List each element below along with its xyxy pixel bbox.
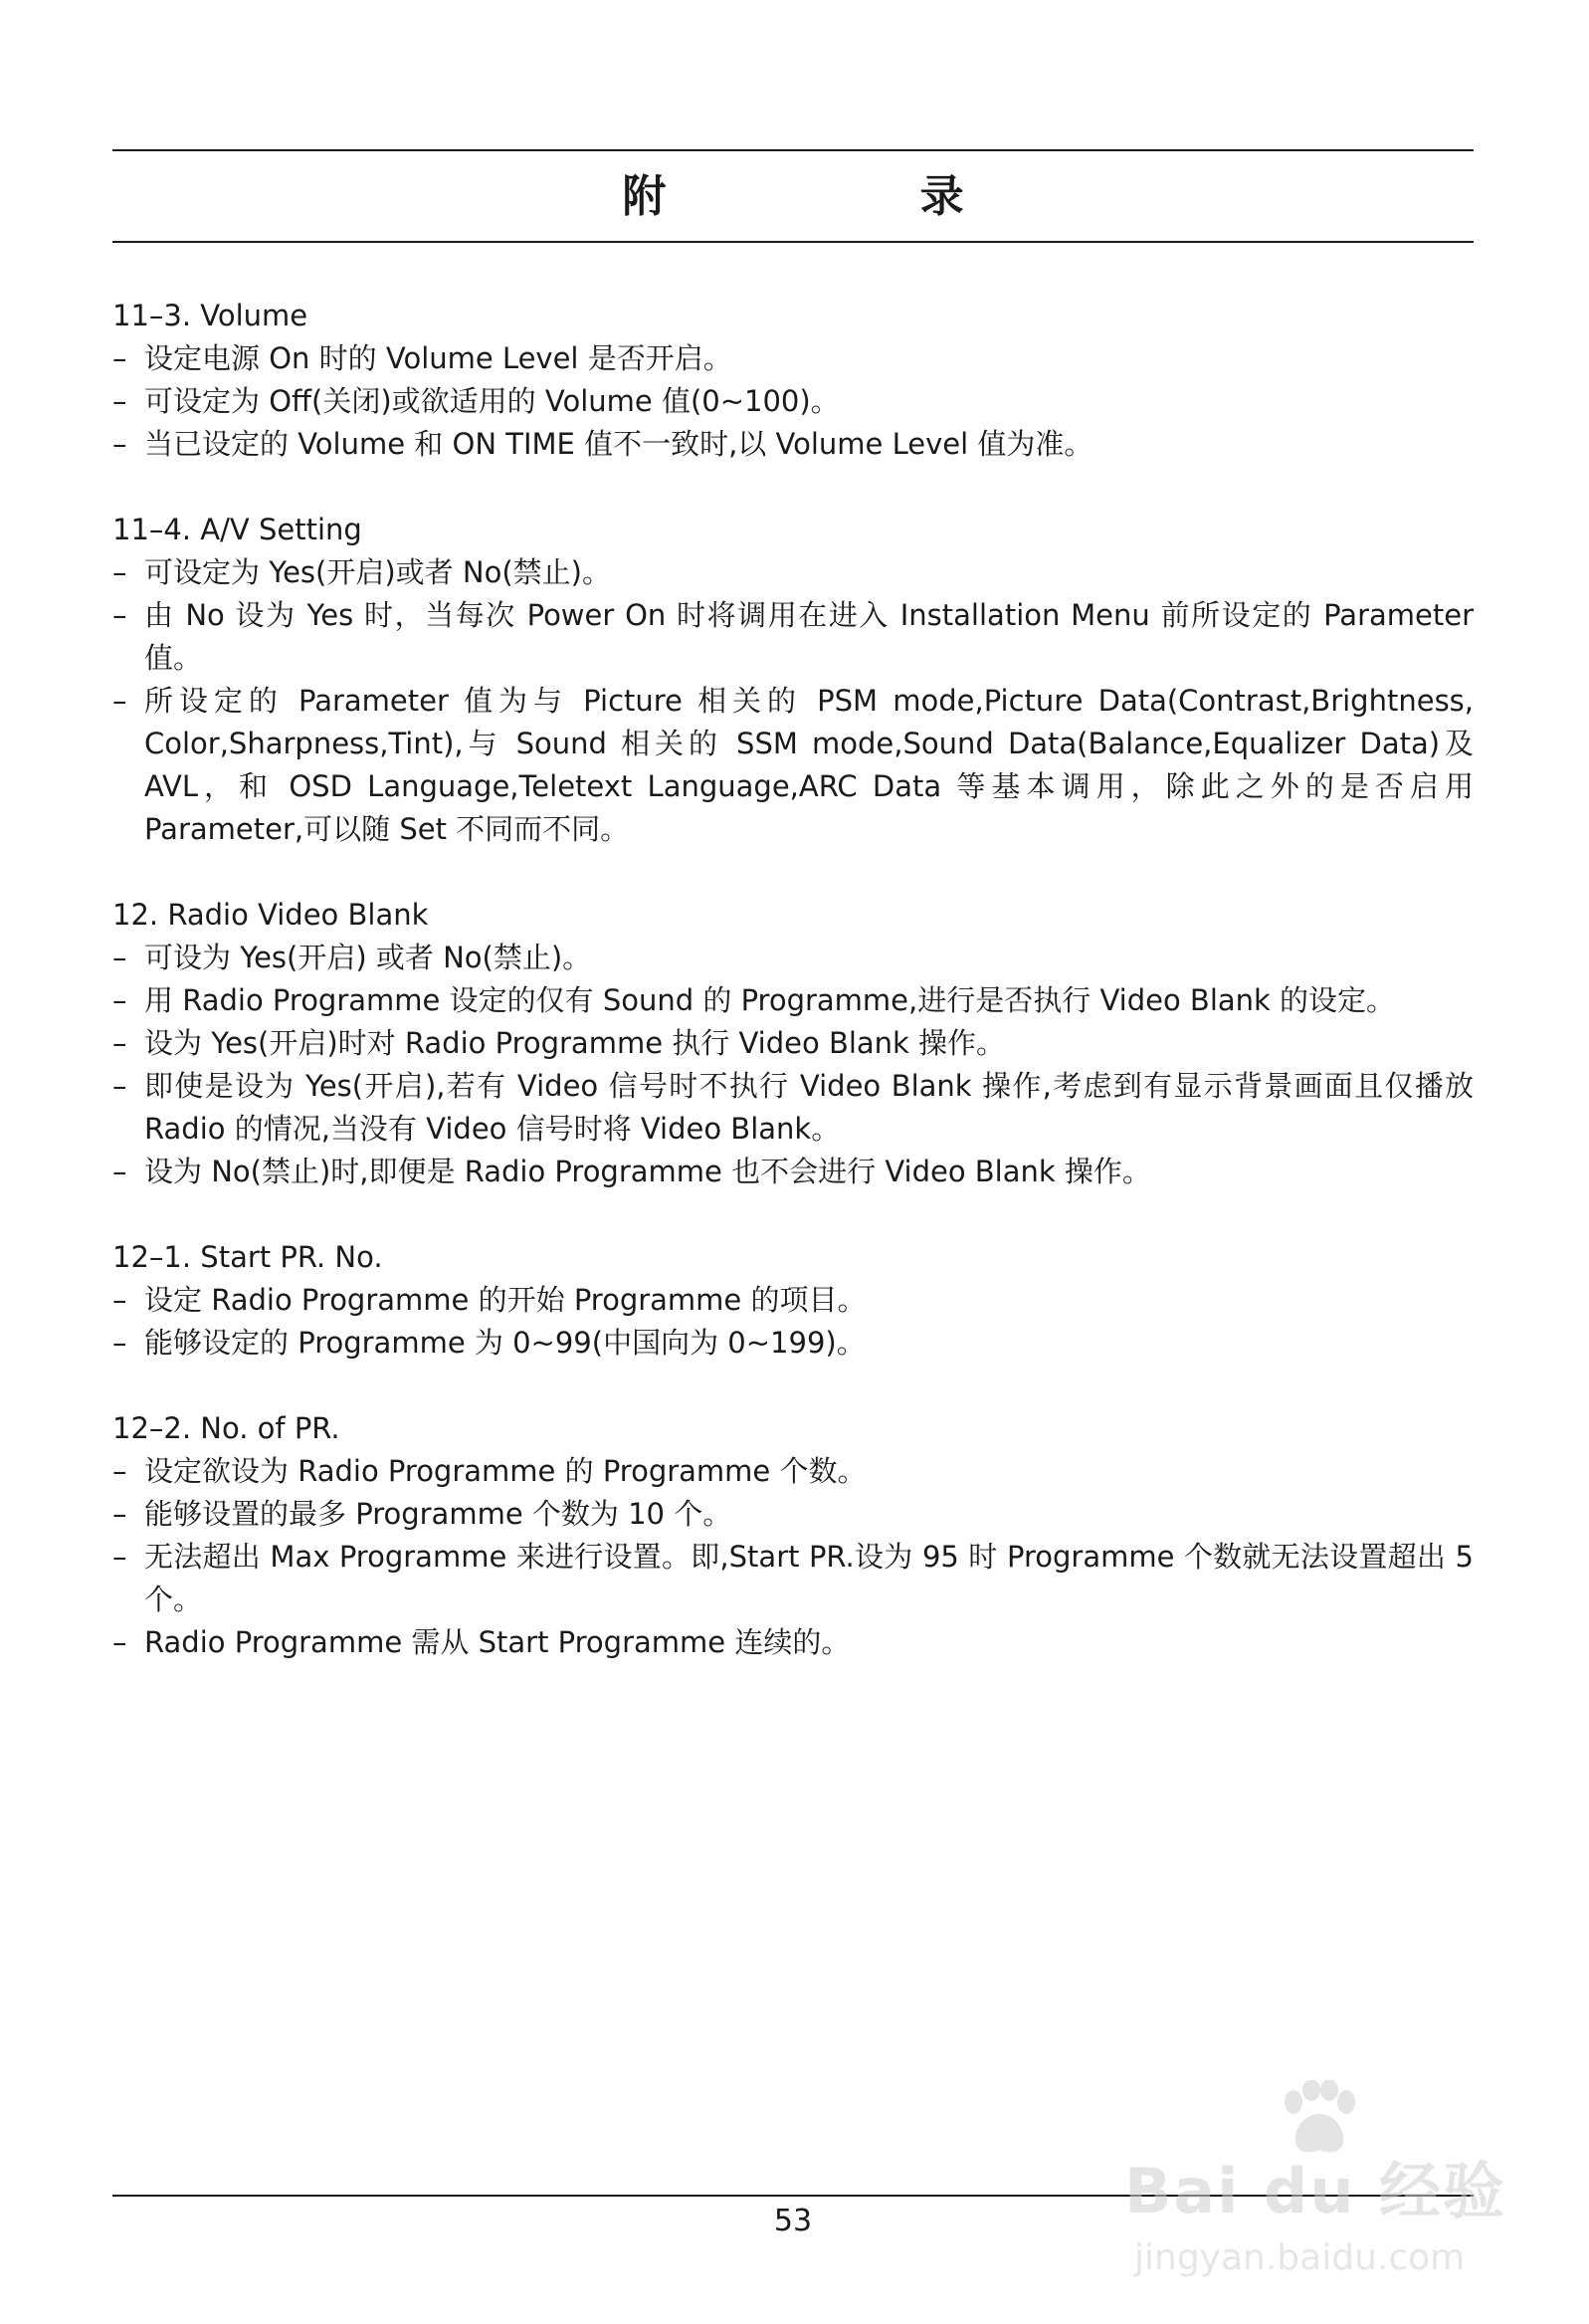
list-item-text: 设定欲设为 Radio Programme 的 Programme 个数。 xyxy=(144,1454,867,1488)
dash-bullet: – xyxy=(112,1283,127,1317)
list-item xyxy=(112,380,1474,423)
list-item-text: 设为 No(禁止)时,即便是 Radio Programme 也不会进行 Video Blank 操作。 xyxy=(144,1155,1151,1188)
list-item-text: 所设定的 Parameter 值为与 Picture 相关的 PSM mode,Picture Data(Contrast,Brightness, Color,Sharpness,Tint),与 Sound 相关的 SSM mode,Sound Data(Balance,Equalizer Data)及 AVL，和 OSD Language,Teletext Language,ARC Data 等基本调用，除此之外的是否启用 Parameter,可以随 Set 不同而不同。 xyxy=(144,684,1474,846)
baidu-jingyan-watermark xyxy=(1124,2080,1507,2299)
dash-bullet: – xyxy=(112,684,127,718)
dash-bullet: – xyxy=(112,1026,127,1060)
list-item xyxy=(112,680,1474,851)
list-item xyxy=(112,1493,1474,1536)
dash-bullet: – xyxy=(112,1326,127,1360)
dash-bullet: – xyxy=(112,1540,127,1574)
dash-bullet: – xyxy=(112,1069,127,1103)
list-item xyxy=(112,423,1474,466)
list-item xyxy=(112,1065,1474,1151)
section-heading: 12. Radio Video Blank xyxy=(112,898,429,932)
dash-bullet: – xyxy=(112,598,127,632)
section-heading: 11–3. Volume xyxy=(112,299,308,332)
section-av-setting xyxy=(112,509,1474,851)
section-volume xyxy=(112,295,1474,466)
list-item xyxy=(112,1322,1474,1365)
section-start-pr-no xyxy=(112,1236,1474,1365)
list-item-text: 可设为 Yes(开启) 或者 No(禁止)。 xyxy=(144,941,592,974)
dash-bullet: – xyxy=(112,941,127,974)
list-item xyxy=(112,1279,1474,1322)
list-item-text: Radio Programme 需从 Start Programme 连续的。 xyxy=(144,1625,851,1659)
watermark-url: jingyan.baidu.com xyxy=(1134,2237,1466,2278)
list-item xyxy=(112,937,1474,979)
section-no-of-pr xyxy=(112,1407,1474,1664)
list-item-text: 可设定为 Yes(开启)或者 No(禁止)。 xyxy=(144,555,611,589)
list-item-text: 设为 Yes(开启)时对 Radio Programme 执行 Video Blank 操作。 xyxy=(144,1026,1006,1060)
list-item-text: 能够设定的 Programme 为 0~99(中国向为 0~199)。 xyxy=(144,1326,866,1360)
section-heading: 12–1. Start PR. No. xyxy=(112,1240,383,1274)
section-heading: 12–2. No. of PR. xyxy=(112,1411,340,1445)
dash-bullet: – xyxy=(112,1497,127,1531)
header-top-rule xyxy=(112,149,1474,151)
list-item-text: 无法超出 Max Programme 来进行设置。即,Start PR.设为 95 时 Programme 个数就无法设置超出 5 个。 xyxy=(144,1540,1474,1616)
dash-bullet: – xyxy=(112,384,127,418)
list-item xyxy=(112,1151,1474,1193)
header-bottom-rule xyxy=(112,241,1474,243)
dash-bullet: – xyxy=(112,341,127,375)
dash-bullet: – xyxy=(112,427,127,461)
list-item xyxy=(112,337,1474,380)
list-item-text: 设定 Radio Programme 的开始 Programme 的项目。 xyxy=(144,1283,867,1317)
dash-bullet: – xyxy=(112,555,127,589)
list-item xyxy=(112,551,1474,594)
dash-bullet: – xyxy=(112,983,127,1017)
list-item xyxy=(112,1621,1474,1664)
dash-bullet: – xyxy=(112,1625,127,1659)
dash-bullet: – xyxy=(112,1155,127,1188)
list-item-text: 由 No 设为 Yes 时，当每次 Power On 时将调用在进入 Installation Menu 前所设定的 Parameter 值。 xyxy=(144,598,1474,675)
section-radio-video-blank xyxy=(112,894,1474,1193)
list-item xyxy=(112,1022,1474,1065)
list-item-text: 当已设定的 Volume 和 ON TIME 值不一致时,以 Volume Level 值为准。 xyxy=(144,427,1093,461)
list-item xyxy=(112,979,1474,1022)
list-item-text: 即使是设为 Yes(开启),若有 Video 信号时不执行 Video Blank 操作,考虑到有显示背景画面且仅播放 Radio 的情况,当没有 Video 信号时将 Video Blank。 xyxy=(144,1069,1474,1146)
list-item-text: 能够设置的最多 Programme 个数为 10 个。 xyxy=(144,1497,732,1531)
list-item xyxy=(112,594,1474,680)
list-item-text: 可设定为 Off(关闭)或欲适用的 Volume 值(0~100)。 xyxy=(144,384,840,418)
list-item-text: 用 Radio Programme 设定的仅有 Sound 的 Programme,进行是否执行 Video Blank 的设定。 xyxy=(144,983,1396,1017)
document-body xyxy=(112,295,1474,1707)
list-item xyxy=(112,1536,1474,1621)
list-item-text: 设定电源 On 时的 Volume Level 是否开启。 xyxy=(144,341,732,375)
page-number: 53 xyxy=(773,2204,813,2238)
watermark-brand: Bai du 经验 xyxy=(1124,2155,1507,2227)
page-title: 附 录 xyxy=(622,171,1084,222)
list-item xyxy=(112,1450,1474,1493)
section-heading: 11–4. A/V Setting xyxy=(112,513,362,546)
dash-bullet: – xyxy=(112,1454,127,1488)
